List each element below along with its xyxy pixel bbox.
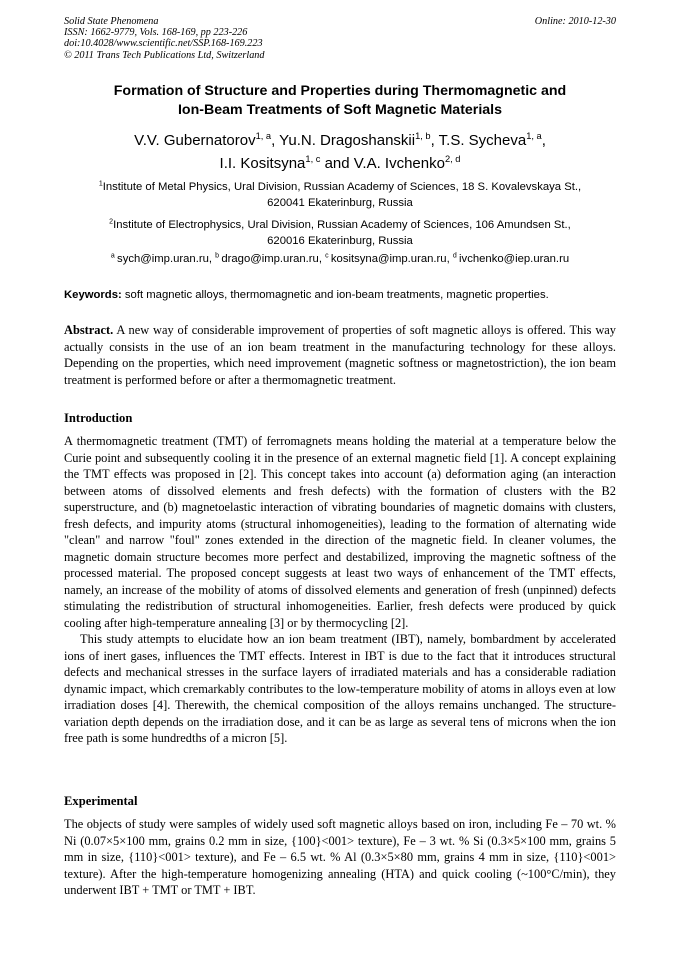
author-affiliation-mark: 1, c	[305, 153, 321, 164]
affiliation-text: 620041 Ekaterinburg, Russia	[267, 196, 413, 209]
title-line-2: Ion-Beam Treatments of Soft Magnetic Materials	[177, 102, 502, 118]
keywords-label: Keywords:	[64, 289, 122, 301]
title-line-1: Formation of Structure and Properties during Thermomagnetic and	[113, 83, 567, 99]
author-name: T.S. Sycheva	[438, 132, 527, 149]
affiliation-text: Institute of Metal Physics, Ural Division, Russian Academy of Sciences, 18 S. Kovalevskaya St.,	[102, 181, 582, 193]
email-link[interactable]: sych@imp.uran.ru	[117, 253, 209, 265]
paragraph: This study attempts to elucidate how an ion beam treatment (IBT), namely, bombardment by accelerated ions of inert gases, influences the TMT effects. Interest in IBT is due to the fact that it introduces structural defects and mechanical stresses in the surface layers of irradiated materials and has a considerable radiation dynamic impact, which cremarkably contributes to the low-temperature mobility of atoms in alloys even at low irradiation doses [4]. Therewith, the chemical composition of the alloys remains unchanged. The structure-variation depth depends on the irradiation dose, and it can be as large as several tens of microns when the ion free path is some hundredths of a micron [5].	[64, 632, 616, 745]
author-affiliation-mark: 1, a	[526, 130, 542, 141]
author-name: Yu.N. Dragoshanskii	[279, 132, 416, 149]
experimental-body	[64, 816, 616, 899]
email-link[interactable]: ivchenko@iep.uran.ru	[459, 253, 570, 265]
author-affiliation-mark: 2, d	[444, 153, 461, 164]
author-line-1: V.V. Gubernatorov$^{1, a}$, Yu.N. Dragoshanskii$^{1, b}$, T.S. Sycheva$^{1, a}$,	[134, 130, 546, 149]
doi-line: doi:10.4028/www.scientific.net/SSP.168-169.223	[64, 38, 263, 50]
author-affiliation-mark: 1, a	[255, 130, 272, 141]
author-name: V.A. Ivchenko	[353, 155, 445, 172]
abstract-label: Abstract.	[64, 323, 114, 337]
copyright-line: © 2011 Trans Tech Publications Ltd, Switzerland	[64, 49, 265, 61]
affiliation-1	[64, 180, 616, 211]
author-affiliation-mark: 1, b	[415, 130, 431, 141]
email-list: $^a$ sych@imp.uran.ru, $^b$ drago@imp.uran.ru, $^c$ kositsyna@imp.uran.ru, $^d$ ivchenko@iep.uran.ru	[110, 252, 570, 265]
paragraph: A thermomagnetic treatment (TMT) of ferromagnets means holding the material at a temperature below the Curie point and subsequently cooling it in the presence of an external magnetic field [1]. A concept explaining the TMT effects was proposed in [2]. This concept takes into account (a) deformation aging (an interaction between atoms of dissolved elements and fresh defects) with the formation of clusters with the B2 superstructure, and (b) magnetoelastic interaction of vibrating boundaries of magnetic domains with clusters, fresh defects, and impurity atoms (structural inhomogeneities), leading to the formation of alternating wide "clean" and narrow "foul" zones extended in the direction of the magnetic field. In cleaner volumes, the magnetic domain structure becomes more perfect and destabilized, improving the magnetic softness of the processed material. The proposed concept suggests at least two ways of enhancement of the TMT effects, namely, an increase of the mobility of atoms of dissolved elements and generation of fresh (unpinned) defects stimulating the redistribution of structural inhomogeneities. Earlier, fresh defects were produced by quick cooling after high-temperature annealing [3] or by thermocycling [2].	[64, 434, 616, 630]
email-mark: a	[110, 252, 115, 260]
author-list	[64, 129, 616, 175]
abstract	[64, 322, 616, 388]
author-name: V.V. Gubernatorov	[134, 132, 256, 149]
abstract-text: A new way of considerable improvement of properties of soft magnetic alloys is offered. This way actually consists in the use of an ion beam treatment in the manufacturing technology for these alloys. Depending on the properties, which need improvement (magnetic softness or magnetostriction), the ion beam treatment is performed before or after a thermomagnetic treatment.	[64, 323, 616, 387]
journal-header	[64, 16, 616, 61]
section-heading-introduction: Introduction	[64, 411, 133, 425]
email-mark: b	[215, 252, 220, 260]
author-line-2: I.I. Kositsyna$^{1, c}$ and V.A. Ivchenko$^{2, d}$	[219, 153, 461, 172]
paper-title	[64, 82, 616, 120]
email-mark: d	[452, 252, 457, 260]
affiliation-2	[64, 218, 616, 249]
issn-line: ISSN: 1662-9779, Vols. 168-169, pp 223-226	[64, 27, 248, 39]
affiliation-text: Institute of Electrophysics, Ural Division, Russian Academy of Sciences, 106 Amundsen St.,	[113, 219, 571, 231]
author-name: I.I. Kositsyna	[219, 155, 306, 172]
keywords	[64, 288, 624, 303]
affiliation-text: 620016 Ekaterinburg, Russia	[267, 234, 413, 247]
keywords-text: soft magnetic alloys, thermomagnetic and ion-beam treatments, magnetic properties.	[124, 289, 549, 301]
section-heading-experimental: Experimental	[64, 794, 138, 808]
email-mark: c	[325, 252, 329, 260]
online-date: Online: 2010-12-30	[534, 16, 616, 27]
introduction-body	[64, 433, 616, 747]
affiliation-mark: 2	[109, 218, 114, 226]
journal-name: Solid State Phenomena	[64, 16, 159, 27]
affiliation-mark: 1	[98, 180, 103, 188]
email-link[interactable]: kositsyna@imp.uran.ru	[330, 253, 447, 265]
email-link[interactable]: drago@imp.uran.ru	[221, 253, 319, 265]
paragraph: The objects of study were samples of widely used soft magnetic alloys based on iron, including Fe – 70 wt. % Ni (0.07×5×100 mm, grains 0.2 mm in size, {100}<001> texture), Fe – 3 wt. % Si (0.3×5×100 mm, grains 5 mm in size, {110}<001> texture), and Fe – 6.5 wt. % Al (0.3×5×80 mm, grains 4 mm in size, {110}<001> texture). After the high-temperature homogenizing annealing (HTA) and quick cooling (~100°C/min), they underwent IBT + TMT or TMT + IBT.	[64, 817, 616, 897]
